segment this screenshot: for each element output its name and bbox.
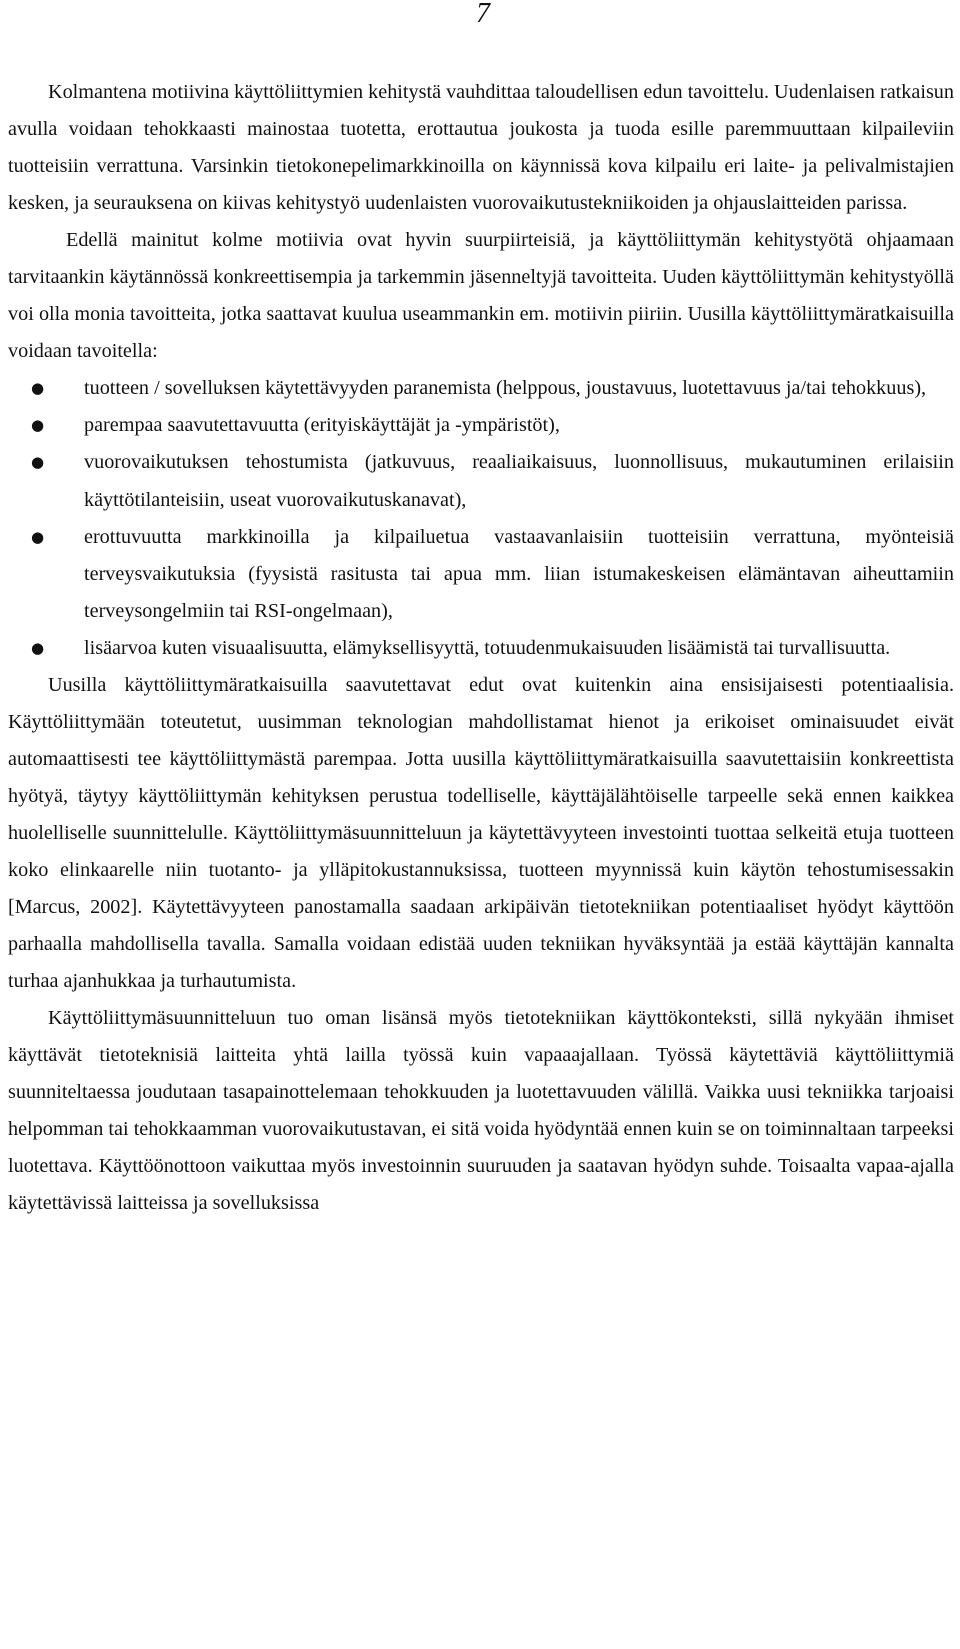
goals-list	[8, 370, 954, 666]
bullet-icon: ●	[31, 638, 45, 657]
list-item-text: tuotteen / sovelluksen käytettävyyden paranemista (helppous, joustavuus, luotettavuus ja/tai tehokkuus),	[84, 377, 927, 400]
bullet-icon: ●	[31, 453, 45, 472]
paragraph-goals-intro: Edellä mainitut kolme motiivia ovat hyvin suurpiirteisiä, ja käyttöliittymän kehitystyötä ohjaamaan tarvitaankin käytännössä konkreettisempia ja tarkemmin jäsenneltyjä tavoitteita. Uuden käyttöliittymän kehitystyöllä voi olla monia tavoitteita, jotka saattavat kuulua useammankin em. motiivin piiriin. Uusilla käyttöliittymäratkaisuilla voidaan tavoitella:	[8, 229, 954, 363]
paragraph-potential-benefits: Uusilla käyttöliittymäratkaisuilla saavutettavat edut ovat kuitenkin aina ensisijaisesti potentiaalisia. Käyttöliittymään toteutetut, uusimman teknologian mahdollistamat hienot ja erikoiset ominaisuudet eivät automaattisesti tee käyttöliittymästä parempaa. Jotta uusilla käyttöliittymäratkaisuilla saavutettaisiin konkreettista hyötyä, täytyy käyttöliittymän kehityksen perustua todelliselle, käyttäjälähtöiselle tarpeelle sekä ennen kaikkea huolelliselle suunnittelulle. Käyttöliittymäsuunnitteluun ja käytettävyyteen investointi tuottaa selkeitä etuja tuotteen koko elinkaarelle niin tuotanto- ja ylläpitokustannuksissa, tuotteen myynnissä kuin käytön tehostumisessakin [Marcus, 2002]. Käytettävyyteen panostamalla saadaan arkipäivän tietotekniikan potentiaaliset hyödyt käyttöön parhaalla mahdollisella tavalla. Samalla voidaan edistää uuden tekniikan hyväksyntää ja estää käyttäjän kannalta turhaa ajanhukkaa ja turhautumista.	[8, 673, 954, 993]
list-item-text: vuorovaikutuksen tehostumista (jatkuvuus, reaaliaikaisuus, luonnollisuus, mukautuminen erilaisiin käyttötilanteisiin, useat vuorovaikutuskanavat),	[84, 451, 954, 511]
list-item-text: parempaa saavutettavuutta (erityiskäyttäjät ja -ympäristöt),	[84, 414, 560, 437]
paragraph-usage-context: Käyttöliittymäsuunnitteluun tuo oman lisänsä myös tietotekniikan käyttökonteksti, sillä nykyään ihmiset käyttävät tietoteknisiä laitteita yhtä lailla työssä kuin vapaaajallaan. Työssä käytettäviä käyttöliittymiä suunniteltaessa joudutaan tasapainottelemaan tehokkuuden ja luotettavuuden välillä. Vaikka uusi tekniikka tarjoaisi helpomman tai tehokkaamman vuorovaikutustavan, ei sitä voida hyödyntää ennen kuin se on toiminnaltaan tarpeeksi luotettava. Käyttöönottoon vaikuttaa myös investoinnin suuruuden ja saatavan hyödyn suhde. Toisaalta vapaa-ajalla käytettävissä laitteissa ja sovelluksissa	[8, 1007, 954, 1215]
list-item	[31, 519, 954, 630]
bullet-icon: ●	[31, 379, 45, 398]
paragraph-motivation-economic: Kolmantena motiivina käyttöliittymien kehitystä vauhdittaa taloudellisen edun tavoittelu. Uudenlaisen ratkaisun avulla voidaan tehokkaasti mainostaa tuotetta, erottautua joukosta ja tuoda esille paremmuuttaan kilpaileviin tuotteisiin verrattuna. Varsinkin tietokonepelimarkkinoilla on käynnissä kova kilpailu eri laite- ja pelivalmistajien kesken, ja seurauksena on kiivas kehitystyö uudenlaisten vuorovaikutustekniikoiden ja ohjauslaitteiden parissa.	[8, 81, 954, 215]
list-item	[31, 370, 954, 407]
list-item	[31, 444, 954, 518]
bullet-icon: ●	[31, 527, 45, 546]
document-body	[8, 74, 954, 1222]
list-item-text: lisäarvoa kuten visuaalisuutta, elämyksellisyyttä, totuudenmukaisuuden lisäämistä tai turvallisuutta.	[84, 636, 891, 659]
page-number: 7	[476, 0, 490, 29]
list-item	[31, 630, 954, 667]
list-item	[31, 407, 954, 444]
list-item-text: erottuvuutta markkinoilla ja kilpailuetua vastaavanlaisiin tuotteisiin verrattuna, myönteisiä terveysvaikutuksia (fyysistä rasitusta tai apua mm. liian istumakeskeisen elämäntavan aiheuttamiin terveysongelmiin tai RSI-ongelmaan),	[84, 525, 954, 622]
bullet-icon: ●	[31, 416, 45, 435]
